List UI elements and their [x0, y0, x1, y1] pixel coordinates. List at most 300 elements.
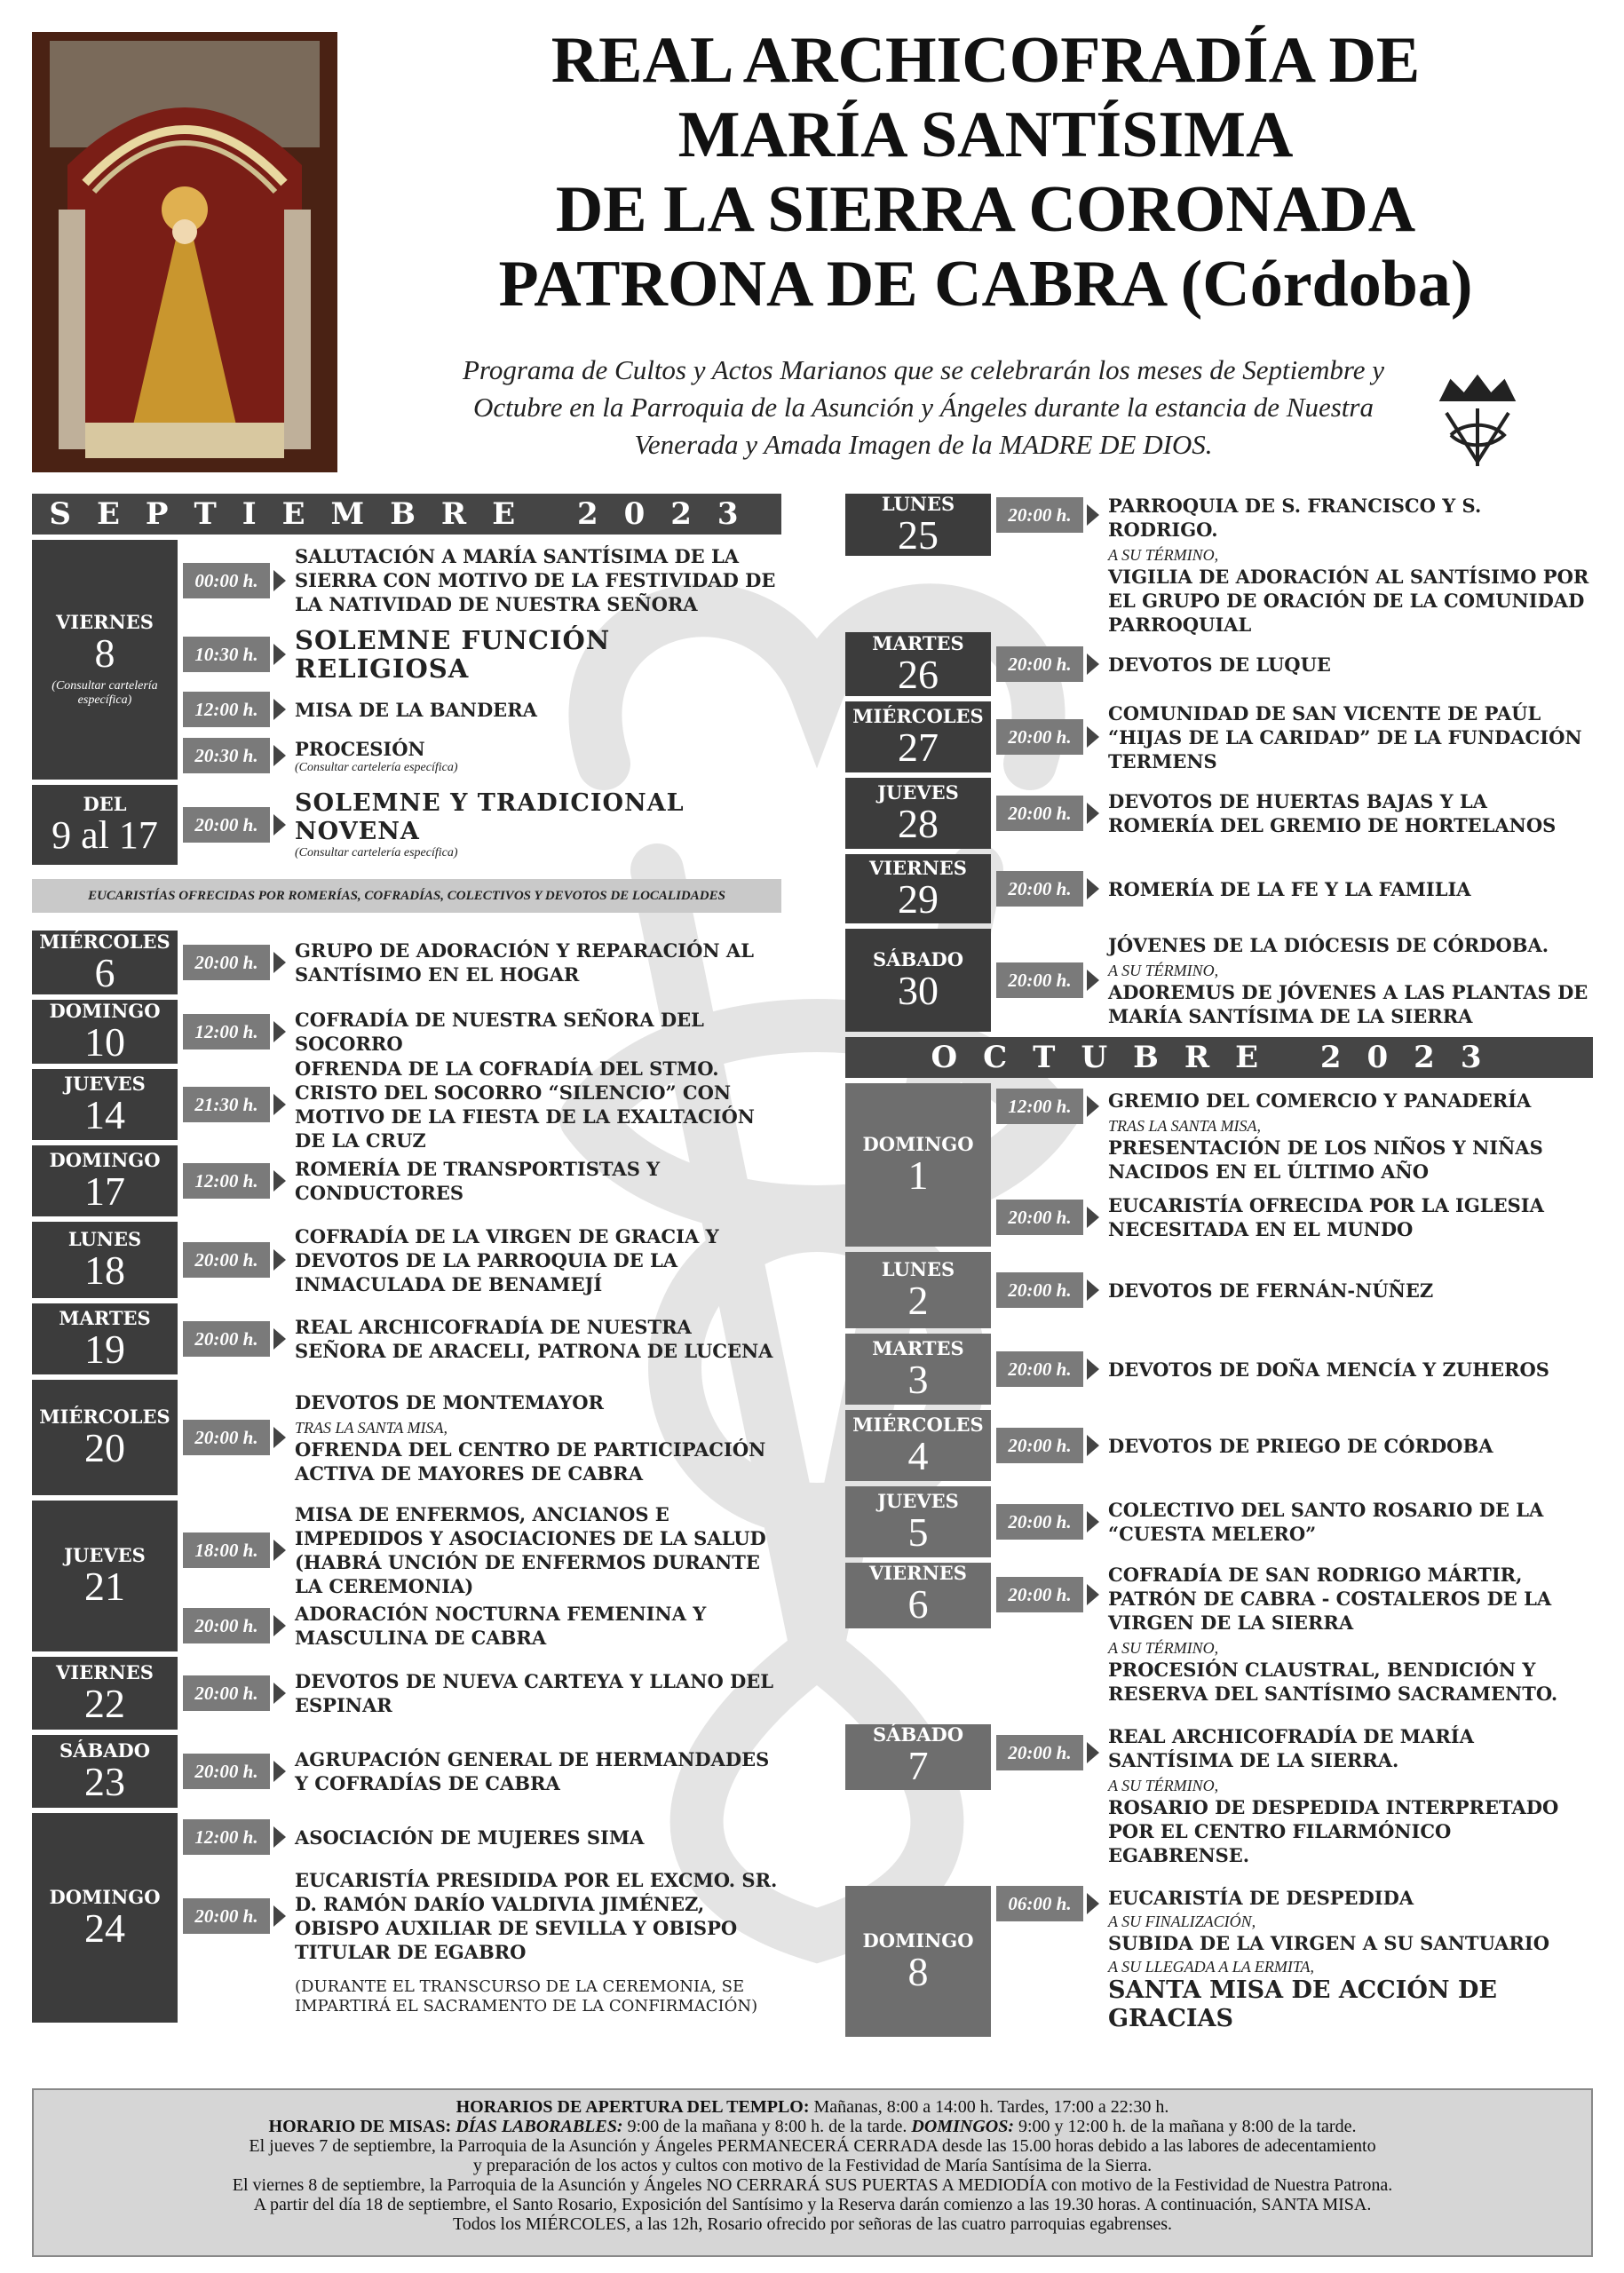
day-box	[32, 1735, 178, 1808]
day-name: DOMINGO	[862, 1133, 974, 1155]
day-name: DOMINGO	[49, 1886, 161, 1908]
day-number: 29	[898, 876, 939, 922]
event-desc-secondary: PROCESIÓN CLAUSTRAL, BENDICIÓN Y RESERVA DEL SANTÍSIMO SACRAMENTO.	[1108, 1659, 1558, 1705]
event-prefix: TRAS LA SANTA MISA,	[1108, 1116, 1262, 1135]
event-desc: DEVOTOS DE FERNÁN-NÚÑEZ	[1108, 1279, 1434, 1302]
eucharist-banner: EUCARISTÍAS OFRECIDAS POR ROMERÍAS, COFRADÍAS, COLECTIVOS Y DEVOTOS DE LOCALIDADES	[32, 879, 781, 913]
event-time: 20:00 h.	[996, 646, 1083, 682]
day-box	[845, 1563, 991, 1628]
day-box	[32, 1222, 178, 1298]
day-box	[845, 1486, 991, 1557]
day-block	[32, 1380, 781, 1495]
day-number: 6	[907, 1581, 929, 1627]
event-time: 20:00 h.	[996, 719, 1083, 755]
event-desc-secondary: VIGILIA DE ADORACIÓN AL SANTÍSIMO POR EL GRUPO DE ORACIÓN DE LA COMUNIDAD PARROQUIAL	[1108, 566, 1589, 636]
day-block	[32, 540, 781, 780]
arrow-icon	[273, 1249, 286, 1271]
event-rows	[178, 1813, 781, 2023]
event-time: 20:00 h.	[183, 1321, 270, 1357]
page-title	[373, 23, 1598, 321]
day-name: JUEVES	[64, 1544, 146, 1566]
event-rows	[178, 1145, 781, 1216]
day-box	[845, 1410, 991, 1481]
arrow-icon	[273, 699, 286, 720]
event-desc: MISA DE LA BANDERA	[295, 698, 537, 721]
event-desc-main: PARROQUIA DE S. FRANCISCO Y S. RODRIGO.	[1108, 495, 1482, 541]
day-number: 19	[84, 1327, 125, 1372]
event-row	[183, 1008, 781, 1056]
event-rows	[178, 931, 781, 994]
event-desc	[1108, 494, 1593, 637]
event-time: 20:00 h.	[183, 1898, 270, 1934]
arrow-icon	[1087, 970, 1099, 991]
event-rows	[178, 1000, 781, 1064]
event-row	[183, 1390, 781, 1485]
day-block	[32, 785, 781, 865]
event-time: 21:30 h.	[183, 1087, 270, 1122]
day-number: 30	[898, 968, 939, 1013]
day-box	[32, 1303, 178, 1374]
footer-label: HORARIO DE MISAS:	[268, 2117, 452, 2136]
event-desc	[1108, 1089, 1593, 1184]
day-box	[845, 632, 991, 696]
event-row	[996, 871, 1593, 907]
arrow-icon	[273, 1826, 286, 1848]
event-row	[996, 1724, 1593, 1867]
day-name: MIÉRCOLES	[852, 1414, 984, 1436]
event-row	[996, 1563, 1593, 1706]
footer-text: 9:00 de la mañana y 8:00 h. de la tarde.	[622, 2117, 912, 2136]
day-block	[32, 931, 781, 994]
day-number: 21	[84, 1564, 125, 1609]
day-box	[32, 1380, 178, 1495]
title-line-3: DE LA SIERRA CORONADA	[555, 173, 1416, 246]
event-time: 18:00 h.	[183, 1532, 270, 1568]
event-prefix: A SU FINALIZACIÓN,	[1108, 1913, 1256, 1930]
day-number: 26	[898, 652, 939, 697]
day-block	[845, 1410, 1593, 1481]
event-rows	[178, 1380, 781, 1495]
event-row	[996, 789, 1593, 837]
day-box	[845, 1083, 991, 1247]
event-desc-main: JÓVENES DE LA DIÓCESIS DE CÓRDOBA.	[1108, 933, 1549, 956]
event-desc-secondary: OFRENDA DEL CENTRO DE PARTICIPACIÓN ACTIVA DE MAYORES DE CABRA	[295, 1437, 766, 1485]
arrow-icon	[273, 1683, 286, 1704]
event-desc-secondary: ROSARIO DE DESPEDIDA INTERPRETADO POR EL CENTRO FILARMÓNICO EGABRENSE.	[1108, 1796, 1559, 1866]
event-time: 20:00 h.	[996, 871, 1083, 907]
event-time: 10:30 h.	[183, 637, 270, 672]
title-line-2: MARÍA SANTÍSIMA	[677, 99, 1294, 171]
event-desc: DEVOTOS DE DOÑA MENCÍA Y ZUHEROS	[1108, 1358, 1549, 1381]
event-row	[996, 646, 1593, 682]
arrow-icon	[273, 1761, 286, 1782]
day-number: 27	[898, 725, 939, 770]
event-row	[996, 933, 1593, 1028]
arrow-icon	[1087, 1279, 1099, 1301]
day-number: 17	[84, 1168, 125, 1214]
day-number: 1	[907, 1152, 929, 1198]
day-box	[845, 854, 991, 923]
event-desc: COLECTIVO DEL SANTO ROSARIO DE LA “CUESTA MELERO”	[1108, 1499, 1544, 1545]
event-time: 12:00 h.	[183, 1014, 270, 1049]
day-block	[845, 1563, 1593, 1719]
event-desc: COFRADÍA DE NUESTRA SEÑORA DEL SOCORRO	[295, 1009, 704, 1055]
day-block	[32, 1813, 781, 2023]
event-desc: ASOCIACIÓN DE MUJERES SIMA	[295, 1826, 645, 1849]
virgin-image-photo	[32, 32, 337, 472]
event-desc: OFRENDA DE LA COFRADÍA DEL STMO. CRISTO DEL SOCORRO “SILENCIO” CON MOTIVO DE LA FIESTA DE LA EXALTACIÓN DE LA CRUZ	[295, 1057, 755, 1152]
event-desc-main: SOLEMNE Y TRADICIONAL NOVENA	[295, 789, 685, 845]
september-column	[32, 494, 781, 2028]
arrow-icon	[1087, 1584, 1099, 1605]
day-block	[32, 1222, 781, 1298]
event-rows	[991, 1252, 1593, 1328]
event-rows	[178, 1657, 781, 1730]
arrow-icon	[273, 745, 286, 766]
footer-line: y preparación de los actos y cultos con motivo de la Festividad de María Santísima de la Sierra.	[472, 2156, 1153, 2175]
event-rows	[991, 632, 1593, 696]
footer-line: A partir del día 18 de septiembre, el Santo Rosario, Exposición del Santísimo y la Reserva darán comienzo a las 19.30 horas. A continuación, SANTA MISA.	[253, 2195, 1372, 2214]
day-block	[32, 1657, 781, 1730]
month-header-september: SEPTIEMBRE 2023	[32, 494, 781, 535]
event-desc-main: COFRADÍA DE SAN RODRIGO MÁRTIR, PATRÓN DE CABRA - COSTALEROS DE LA VIRGEN DE LA SIERRA	[1108, 1564, 1552, 1634]
arrow-icon	[273, 644, 286, 665]
event-row	[183, 692, 781, 727]
event-desc: MISA DE ENFERMOS, ANCIANOS E IMPEDIDOS Y ASOCIACIONES DE LA SALUD (HABRÁ UNCIÓN DE ENFERMOS DURANTE LA CEREMONIA)	[295, 1503, 766, 1597]
day-name: LUNES	[881, 493, 955, 515]
event-row	[996, 494, 1593, 636]
day-number: 6	[94, 950, 115, 995]
day-block	[32, 1501, 781, 1651]
event-time: 20:00 h.	[996, 497, 1083, 533]
footer-text: 9:00 y 12:00 h. de la mañana y 8:00 de la tarde.	[1014, 2117, 1357, 2136]
day-block	[32, 1145, 781, 1216]
day-box	[845, 1334, 991, 1405]
event-row	[183, 789, 781, 860]
event-desc: DEVOTOS DE HUERTAS BAJAS Y LA ROMERÍA DEL GREMIO DE HORTELANOS	[1108, 790, 1557, 836]
event-rows	[991, 854, 1593, 923]
event-desc: EUCARISTÍA PRESIDIDA POR EL EXCMO. SR. D. RAMÓN DARÍO VALDIVIA JIMÉNEZ, OBISPO AUXILIAR DE SEVILLA Y OBISPO TITULAR DE EGABRO	[295, 1868, 778, 1963]
event-prefix: A SU TÉRMINO,	[1108, 1777, 1219, 1794]
event-desc: DEVOTOS DE NUEVA CARTEYA Y LLANO DEL ESPINAR	[295, 1670, 774, 1716]
event-time: 12:00 h.	[183, 1163, 270, 1199]
event-desc-main: DEVOTOS DE MONTEMAYOR	[295, 1390, 604, 1414]
event-rows	[991, 1410, 1593, 1481]
day-box	[845, 701, 991, 772]
event-row	[183, 1315, 781, 1363]
event-desc: AGRUPACIÓN GENERAL DE HERMANDADES Y COFRADÍAS DE CABRA	[295, 1748, 770, 1794]
day-name: DEL	[83, 793, 127, 815]
event-desc	[295, 737, 781, 775]
event-row	[183, 1819, 781, 1855]
arrow-icon	[1087, 1893, 1099, 1914]
day-block	[845, 1886, 1593, 2037]
event-rows	[991, 494, 1593, 636]
day-name: SÁBADO	[59, 1739, 150, 1762]
day-block	[845, 493, 1593, 636]
event-desc	[1108, 933, 1593, 1028]
day-name: MIÉRCOLES	[852, 705, 984, 727]
day-name: MIÉRCOLES	[39, 931, 170, 953]
event-desc: ADORACIÓN NOCTURNA FEMENINA Y MASCULINA DE CABRA	[295, 1603, 707, 1649]
arrow-icon	[273, 1615, 286, 1636]
day-box	[32, 1813, 178, 2023]
day-box	[32, 785, 178, 865]
day-box	[32, 1501, 178, 1651]
day-number: 18	[84, 1247, 125, 1293]
day-name: SÁBADO	[872, 948, 963, 970]
event-row	[183, 1747, 781, 1795]
day-box	[845, 778, 991, 849]
day-number: 24	[84, 1905, 125, 1951]
day-name: MARTES	[59, 1307, 151, 1329]
day-block	[845, 854, 1593, 923]
event-time: 20:00 h.	[996, 796, 1083, 831]
event-time: 20:00 h.	[996, 1272, 1083, 1308]
month-header-october: OCTUBRE 2023	[845, 1037, 1593, 1078]
day-block	[845, 1486, 1593, 1557]
day-box	[845, 494, 991, 556]
day-box	[32, 540, 178, 780]
arrow-icon	[1087, 653, 1099, 675]
footer-line: El viernes 8 de septiembre, la Parroquia de la Asunción y Ángeles NO CERRARÁ SUS PUERTAS A MEDIODÍA con motivo de la Festividad de Nuestra Patrona.	[232, 2175, 1393, 2195]
day-number: 28	[898, 801, 939, 846]
event-row	[183, 1224, 781, 1296]
arrow-icon	[1087, 1358, 1099, 1380]
event-row	[996, 1193, 1593, 1241]
event-rows	[991, 1563, 1593, 1719]
event-rows	[991, 929, 1593, 1032]
event-rows	[178, 1057, 781, 1152]
september-october-column	[845, 494, 1593, 2042]
event-desc: REAL ARCHICOFRADÍA DE NUESTRA SEÑORA DE ARACELI, PATRONA DE LUCENA	[295, 1316, 773, 1362]
day-block	[845, 1083, 1593, 1247]
event-row	[183, 737, 781, 775]
day-name: VIERNES	[869, 857, 967, 879]
day-box	[845, 1252, 991, 1328]
event-row	[183, 1057, 781, 1152]
day-number: 10	[84, 1019, 125, 1065]
event-time: 20:00 h.	[996, 1200, 1083, 1235]
day-number: 2	[907, 1278, 929, 1323]
arrow-icon	[273, 952, 286, 973]
event-row	[996, 701, 1593, 772]
day-name: DOMINGO	[49, 1000, 161, 1022]
day-number: 9 al 17	[51, 813, 158, 857]
event-desc: COMUNIDAD DE SAN VICENTE DE PAÚL “HIJAS DE LA CARIDAD” DE LA FUNDACIÓN TERMENS	[1108, 701, 1582, 772]
day-note: (Consultar cartelería específica)	[51, 679, 158, 707]
day-number: 5	[907, 1509, 929, 1555]
arrow-icon	[1087, 878, 1099, 899]
event-time: 20:00 h.	[183, 945, 270, 980]
event-row	[183, 1502, 781, 1598]
day-block	[845, 929, 1593, 1032]
event-desc-final: SANTA MISA DE ACCIÓN DE GRACIAS	[1108, 1976, 1497, 2032]
day-block	[845, 778, 1593, 849]
event-time: 20:00 h.	[183, 1675, 270, 1711]
arrow-icon	[1087, 504, 1099, 526]
event-prefix: A SU TÉRMINO,	[1108, 961, 1219, 979]
event-row	[183, 1157, 781, 1205]
event-time: 20:00 h.	[996, 1351, 1083, 1387]
day-name: LUNES	[881, 1258, 955, 1280]
event-desc: DEVOTOS DE LUQUE	[1108, 653, 1331, 676]
day-name: JUEVES	[877, 1490, 959, 1512]
arrow-icon	[1087, 726, 1099, 748]
day-box	[32, 931, 178, 994]
footer-label: DÍAS LABORABLES:	[456, 2117, 623, 2136]
event-rows	[178, 1501, 781, 1651]
event-row	[996, 1272, 1593, 1308]
day-box	[32, 1000, 178, 1064]
arrow-icon	[273, 814, 286, 836]
day-number: 8	[94, 630, 115, 676]
event-rows	[991, 778, 1593, 849]
event-row	[183, 1669, 781, 1717]
arrow-icon	[1087, 1096, 1099, 1117]
day-name: VIERNES	[56, 1661, 154, 1683]
arrow-icon	[273, 1170, 286, 1192]
day-block	[845, 701, 1593, 772]
event-rows	[991, 1083, 1593, 1247]
event-desc: ROMERÍA DE LA FE Y LA FAMILIA	[1108, 877, 1471, 900]
day-number: 7	[907, 1743, 929, 1788]
opening-hours-footer	[32, 2088, 1593, 2257]
event-rows	[991, 1486, 1593, 1557]
event-time: 12:00 h.	[183, 1819, 270, 1855]
event-time: 12:00 h.	[183, 692, 270, 727]
event-row	[996, 1351, 1593, 1387]
event-desc: SALUTACIÓN A MARÍA SANTÍSIMA DE LA SIERRA CON MOTIVO DE LA FESTIVIDAD DE LA NATIVIDAD DE NUESTRA SEÑORA	[295, 545, 776, 616]
day-block	[845, 632, 1593, 696]
event-time: 12:00 h.	[996, 1089, 1083, 1124]
event-note: (Consultar cartelería específica)	[295, 846, 458, 859]
footer-text: Mañanas, 8:00 a 14:00 h. Tardes, 17:00 a 22:30 h.	[809, 2097, 1169, 2117]
day-number: 23	[84, 1759, 125, 1804]
footer-line: Todos los MIÉRCOLES, a las 12h, Rosario ofrecido por señoras de las cuatro parroquias egabrenses.	[452, 2214, 1173, 2234]
event-desc: GRUPO DE ADORACIÓN Y REPARACIÓN AL SANTÍSIMO EN EL HOGAR	[295, 939, 754, 986]
arrow-icon	[273, 1021, 286, 1042]
day-box	[845, 1724, 991, 1790]
event-rows	[178, 785, 781, 865]
event-rows	[991, 701, 1593, 772]
event-desc: COFRADÍA DE LA VIRGEN DE GRACIA Y DEVOTOS DE LA PARROQUIA DE LA INMACULADA DE BENAMEJÍ	[295, 1224, 719, 1295]
event-prefix: A SU TÉRMINO,	[1108, 546, 1219, 564]
event-desc: EUCARISTÍA OFRECIDA POR LA IGLESIA NECESITADA EN EL MUNDO	[1108, 1194, 1544, 1241]
day-number: 8	[907, 1949, 929, 1994]
day-number: 25	[898, 512, 939, 558]
arrow-icon	[273, 570, 286, 591]
event-time: 20:00 h.	[996, 1504, 1083, 1540]
event-desc-main: REAL ARCHICOFRADÍA DE MARÍA SANTÍSIMA DE LA SIERRA.	[1108, 1725, 1474, 1771]
event-time: 20:00 h.	[996, 1577, 1083, 1612]
event-rows	[991, 1724, 1593, 1881]
event-rows	[178, 1222, 781, 1298]
day-number: 20	[84, 1425, 125, 1470]
day-name: VIERNES	[56, 611, 154, 633]
day-name: JUEVES	[64, 1073, 146, 1095]
event-desc: DEVOTOS DE PRIEGO DE CÓRDOBA	[1108, 1434, 1493, 1457]
title-line-4: PATRONA DE CABRA (Córdoba)	[498, 248, 1473, 321]
event-time: 20:00 h.	[183, 1608, 270, 1643]
event-time: 20:00 h.	[996, 1428, 1083, 1463]
event-desc: ROMERÍA DE TRANSPORTISTAS Y CONDUCTORES	[295, 1158, 661, 1204]
crown-monogram-icon	[1424, 373, 1531, 471]
event-row	[183, 939, 781, 986]
arrow-icon	[1087, 1207, 1099, 1228]
event-prefix: TRAS LA SANTA MISA,	[295, 1418, 448, 1437]
event-desc-secondary: SUBIDA DE LA VIRGEN A SU SANTUARIO	[1108, 1932, 1549, 1954]
day-name: MARTES	[872, 632, 964, 654]
event-desc-main: GREMIO DEL COMERCIO Y PANADERÍA	[1108, 1089, 1532, 1112]
arrow-icon	[273, 1905, 286, 1927]
day-box	[845, 929, 991, 1032]
event-desc	[295, 789, 781, 860]
day-name: SÁBADO	[872, 1723, 963, 1746]
day-name: DOMINGO	[49, 1149, 161, 1171]
day-box	[845, 1886, 991, 2037]
day-name: VIERNES	[869, 1562, 967, 1584]
footer-line	[34, 2097, 1591, 2117]
arrow-icon	[273, 1094, 286, 1115]
footer-label: HORARIOS DE APERTURA DEL TEMPLO:	[456, 2097, 810, 2117]
event-desc	[1108, 1724, 1593, 1867]
day-name: DOMINGO	[862, 1929, 974, 1952]
event-desc: SOLEMNE FUNCIÓN RELIGIOSA	[295, 624, 611, 684]
arrow-icon	[1087, 1742, 1099, 1763]
event-desc: (DURANTE EL TRANSCURSO DE LA CEREMONIA, SE IMPARTIRÁ EL SACRAMENTO DE LA CONFIRMACIÓN)	[295, 1976, 758, 2016]
day-block	[845, 1252, 1593, 1328]
event-row	[183, 1977, 781, 2016]
event-time: 20:00 h.	[183, 1420, 270, 1455]
arrow-icon	[1087, 1435, 1099, 1456]
event-time: 20:00 h.	[996, 1735, 1083, 1770]
event-desc	[1108, 1886, 1593, 2033]
day-name: JUEVES	[877, 781, 959, 804]
footer-line: El jueves 7 de septiembre, la Parroquia de la Asunción y Ángeles PERMANECERÁ CERRADA desde las 15.00 horas debido a las labores de adecentamiento	[249, 2136, 1376, 2156]
event-row	[996, 1498, 1593, 1546]
event-row	[183, 1602, 781, 1650]
event-time: 20:00 h.	[183, 807, 270, 843]
footer-label: DOMINGOS:	[911, 2117, 1014, 2136]
event-time: 20:00 h.	[183, 1754, 270, 1789]
title-line-1: REAL ARCHICOFRADÍA DE	[551, 24, 1421, 97]
day-block	[32, 1000, 781, 1064]
event-rows	[178, 1303, 781, 1374]
event-prefix: A SU LLEGADA A LA ERMITA,	[1108, 1958, 1315, 1976]
day-name: MARTES	[872, 1337, 964, 1359]
event-row	[183, 1868, 781, 1964]
event-row	[183, 544, 781, 616]
arrow-icon	[1087, 803, 1099, 824]
day-box	[32, 1657, 178, 1730]
day-box	[32, 1069, 178, 1140]
event-time: 00:00 h.	[183, 563, 270, 598]
day-box	[32, 1145, 178, 1216]
day-block	[845, 1724, 1593, 1881]
event-rows	[991, 1334, 1593, 1405]
arrow-icon	[273, 1427, 286, 1448]
day-block	[32, 1303, 781, 1374]
event-time: 20:30 h.	[183, 738, 270, 773]
day-number: 14	[84, 1092, 125, 1137]
event-time: 20:00 h.	[183, 1242, 270, 1278]
event-desc-main: PROCESIÓN	[295, 737, 425, 760]
arrow-icon	[1087, 1511, 1099, 1532]
day-number: 4	[907, 1433, 929, 1478]
footer-line	[34, 2117, 1591, 2136]
event-note: (Consultar cartelería específica)	[295, 760, 458, 774]
